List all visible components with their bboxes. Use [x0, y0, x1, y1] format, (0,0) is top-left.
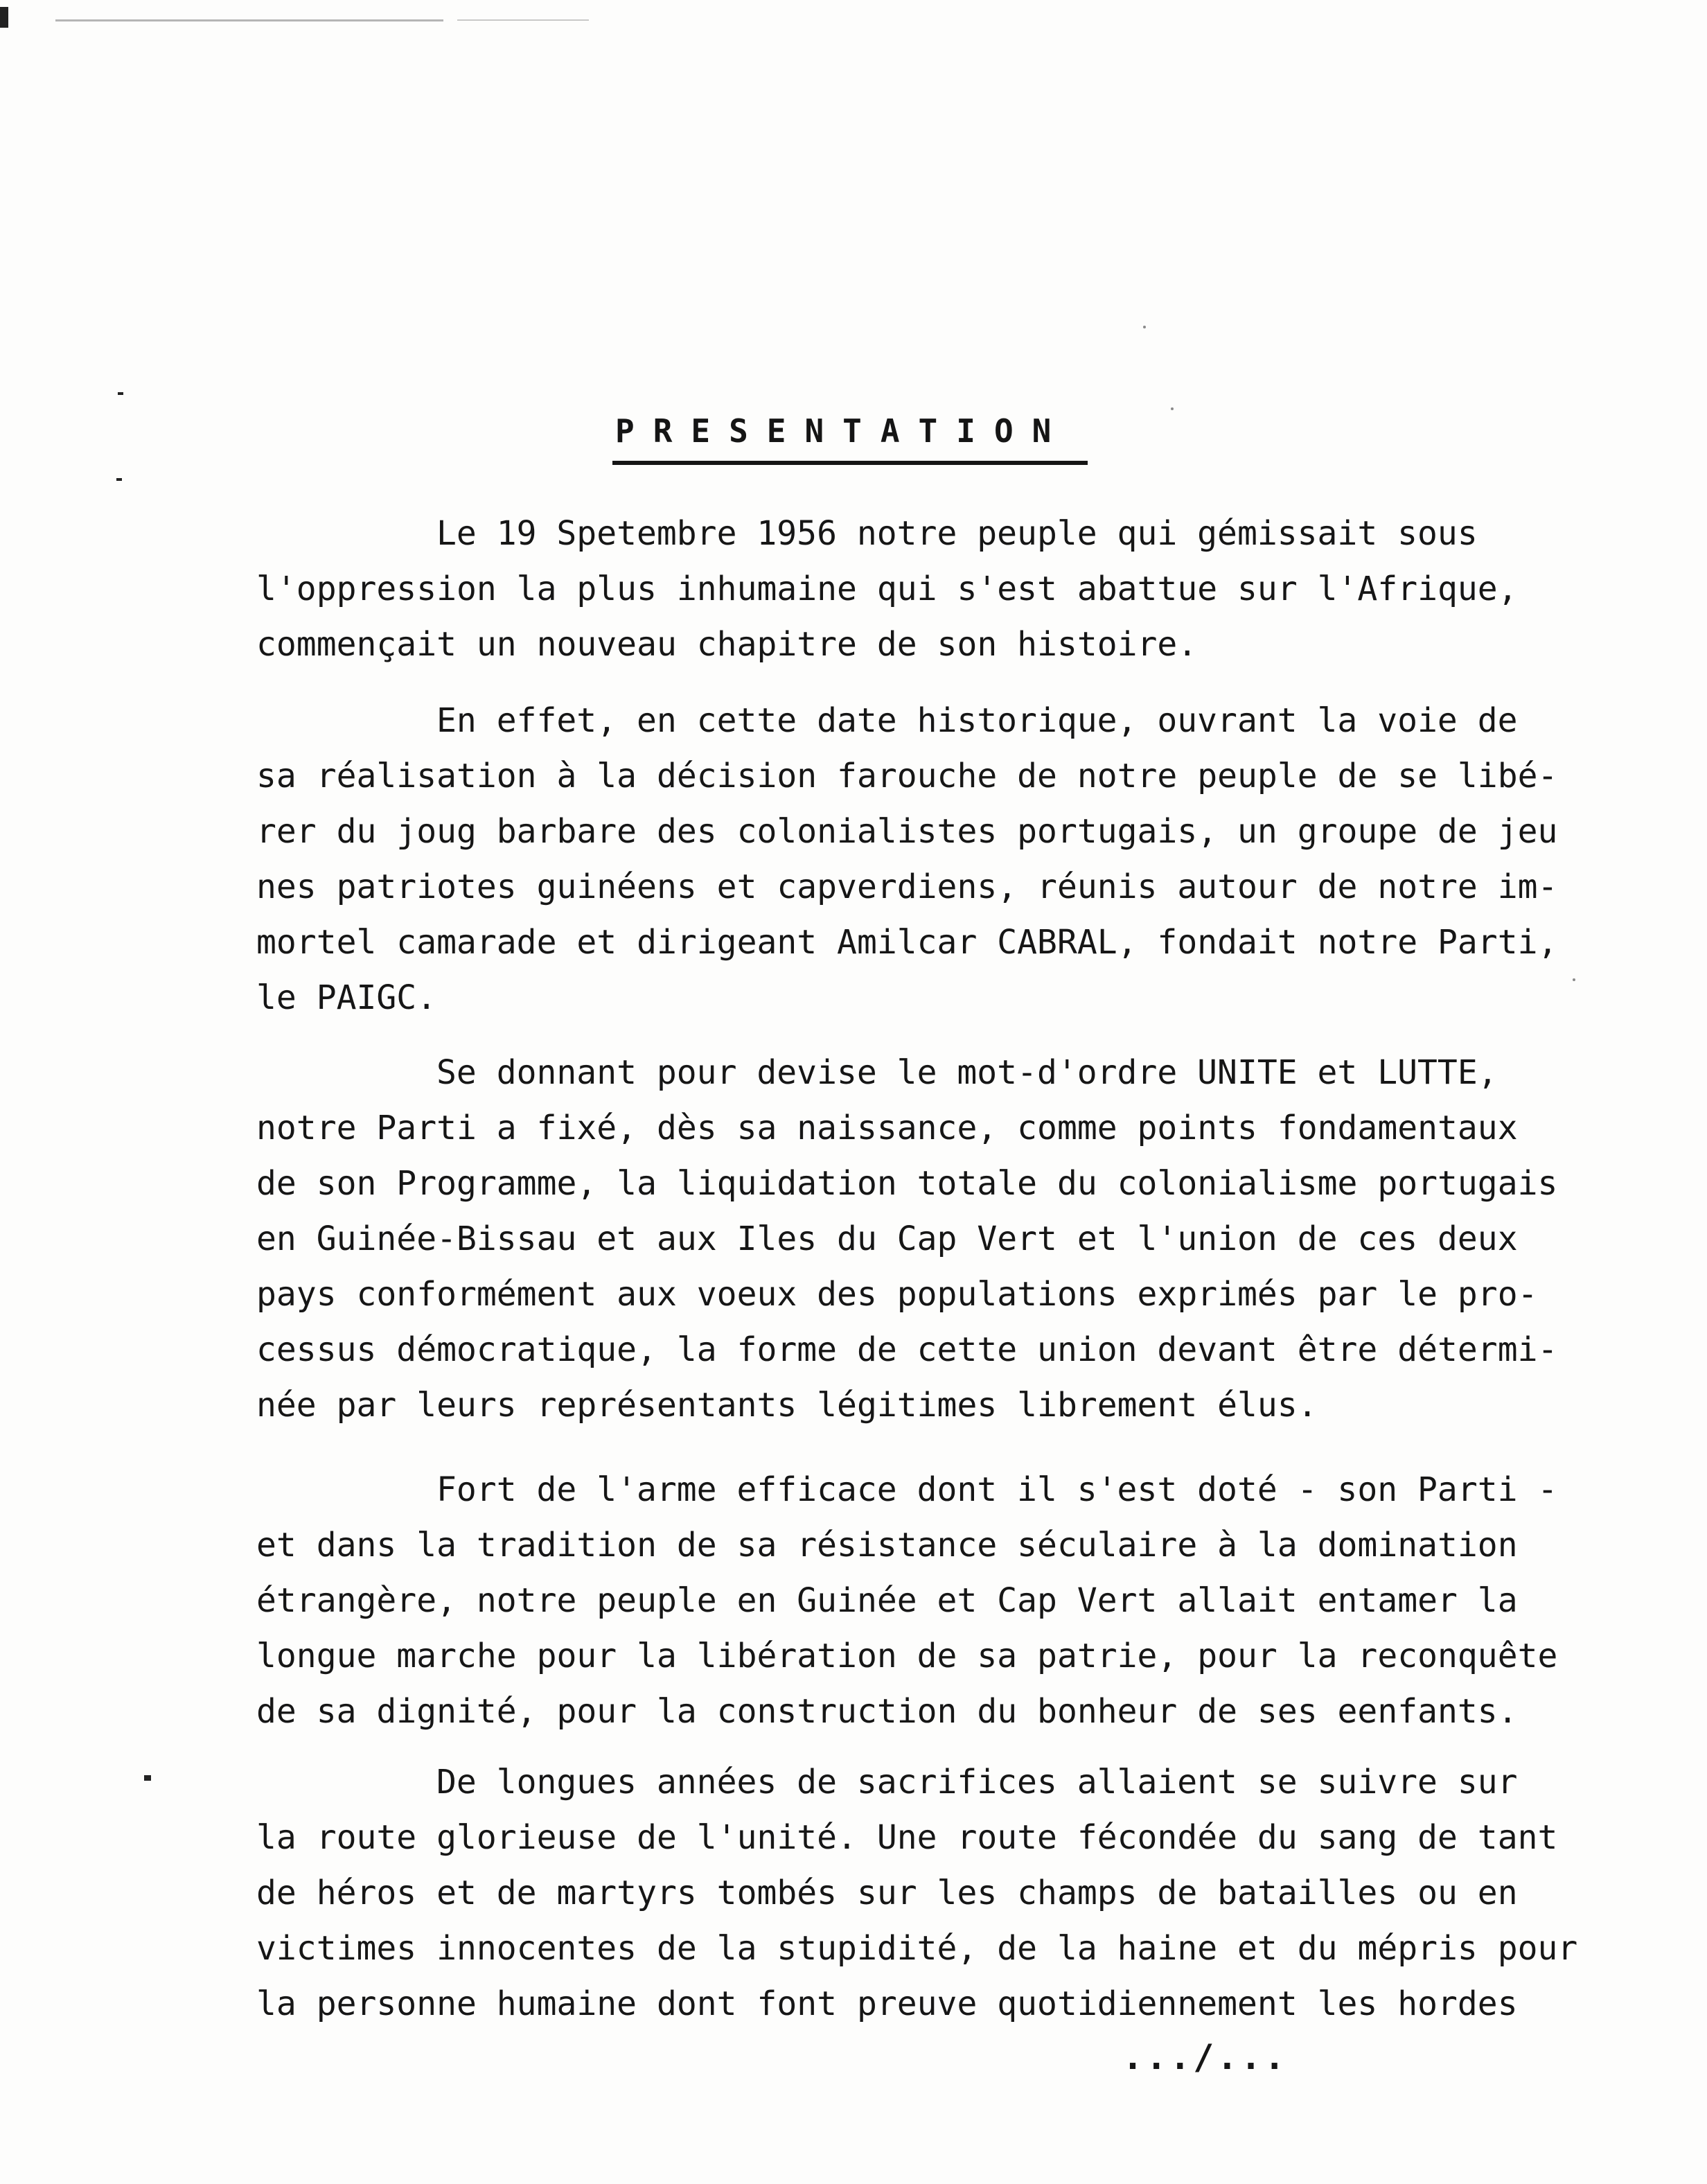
paragraph-5 [256, 1754, 1628, 2032]
text-line: Le 19 Spetembre 1956 notre peuple qui gémissait sous [436, 514, 1478, 553]
text-line: victimes innocentes de la stupidité, de la haine et du mépris pour [256, 1929, 1578, 1968]
text-line: en Guinée-Bissau et aux Iles du Cap Vert et l'union de ces deux [256, 1219, 1518, 1258]
text-line: Se donnant pour devise le mot-d'ordre UNITE et LUTTE, [436, 1053, 1498, 1092]
text-line: rer du joug barbare des colonialistes portugais, un groupe de jeu [256, 812, 1558, 851]
text-line: la route glorieuse de l'unité. Une route fécondée du sang de tant [256, 1818, 1558, 1857]
scan-artifact-corner [0, 7, 8, 28]
scan-artifact-edge-mark [144, 1775, 151, 1781]
text-line: commençait un nouveau chapitre de son histoire. [256, 625, 1198, 664]
text-line: pays conformément aux voeux des populations exprimés par le pro- [256, 1275, 1538, 1314]
scan-speck [1143, 326, 1146, 328]
text-line: de héros et de martyrs tombés sur les champs de batailles ou en [256, 1874, 1518, 1912]
text-line: longue marche pour la libération de sa patrie, pour la reconquête [256, 1637, 1558, 1675]
page-title: PRESENTATION [615, 412, 1070, 450]
paragraph-3 [256, 1045, 1628, 1433]
text-line: de son Programme, la liquidation totale du colonialisme portugais [256, 1164, 1558, 1203]
scan-artifact-edge-mark [118, 392, 123, 395]
paragraph-4 [256, 1462, 1628, 1739]
text-line: De longues années de sacrifices allaient se suivre sur [436, 1763, 1518, 1802]
text-line: notre Parti a fixé, dès sa naissance, comme points fondamentaux [256, 1109, 1518, 1147]
page-continuation-mark: .../... [1122, 2037, 1288, 2077]
text-line: mortel camarade et dirigeant Amilcar CABRAL, fondait notre Parti, [256, 923, 1558, 962]
scan-speck [1171, 407, 1174, 410]
text-line: née par leurs représentants légitimes librement élus. [256, 1386, 1318, 1425]
text-line: de sa dignité, pour la construction du bonheur de ses eenfants. [256, 1692, 1518, 1731]
text-line: En effet, en cette date historique, ouvrant la voie de [436, 701, 1518, 740]
text-line: la personne humaine dont font preuve quotidiennement les hordes [256, 1984, 1518, 2023]
text-line: l'oppression la plus inhumaine qui s'est abattue sur l'Afrique, [256, 570, 1518, 608]
text-line: étrangère, notre peuple en Guinée et Cap Vert allait entamer la [256, 1581, 1518, 1620]
text-line: Fort de l'arme efficace dont il s'est doté - son Parti - [436, 1470, 1558, 1509]
text-line: et dans la tradition de sa résistance séculaire à la domination [256, 1526, 1518, 1565]
text-line: sa réalisation à la décision farouche de notre peuple de se libé- [256, 757, 1558, 795]
paragraph-2 [256, 693, 1628, 1025]
paragraph-1 [256, 506, 1628, 672]
title-underline [612, 461, 1088, 465]
scan-artifact-top-noise [457, 19, 589, 21]
text-line: cessus démocratique, la forme de cette union devant être détermi- [256, 1330, 1558, 1369]
scan-artifact-top-noise [55, 19, 443, 21]
text-line: le PAIGC. [256, 978, 437, 1017]
scan-artifact-edge-mark [116, 478, 122, 481]
text-line: nes patriotes guinéens et capverdiens, réunis autour de notre im- [256, 868, 1558, 906]
